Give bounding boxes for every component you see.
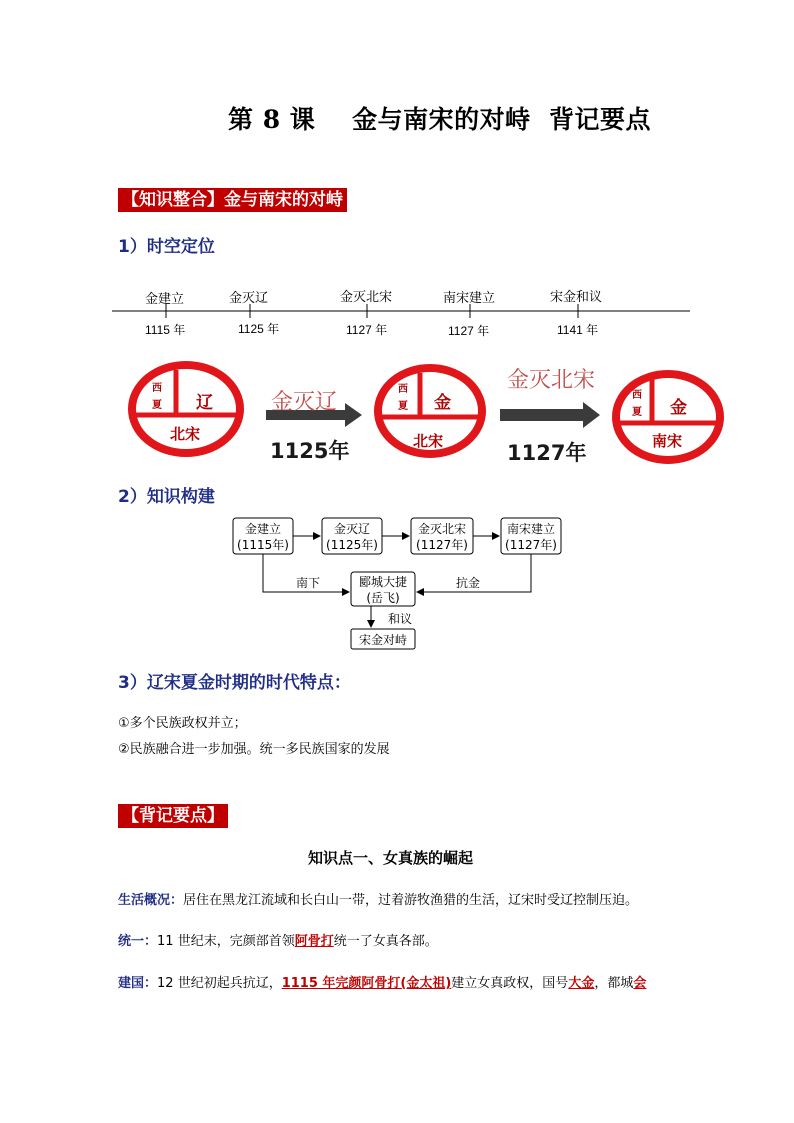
arrow2-label: 金灭北宋 [507, 368, 596, 393]
section-tag-integration: 【知识整合】金与南宋的对峙 [118, 188, 347, 212]
paragraph-founding-highlight2: 大金 [568, 976, 595, 991]
page-title: 第 8 课 金与南宋的对峙 背记要点 [228, 105, 652, 134]
flow-box3-line2: (1127年) [416, 538, 468, 552]
circle3-label-xixia-1: 西 [632, 390, 642, 401]
paragraph-unify-label: 统一： [118, 934, 158, 949]
flow-box6-label: 宋金对峙 [358, 633, 408, 647]
flow-box3-line1: 金灭北宋 [417, 522, 467, 536]
arrow1-year: 1125年 [270, 439, 350, 463]
arrow1-label: 金灭辽 [271, 390, 338, 415]
circle1-label-right: 辽 [196, 393, 213, 413]
timeline-event: 金建立 [145, 291, 185, 306]
flow-box4-line2: (1127年) [505, 538, 557, 552]
knowledge-flowchart [0, 510, 794, 655]
timeline-year: 1141 年 [557, 323, 599, 337]
paragraph-life-label: 生活概况： [118, 893, 184, 908]
timeline-graphic [0, 0, 794, 360]
circle3-label-right: 金 [670, 398, 687, 418]
paragraph-founding-highlight3: 会 [633, 976, 647, 991]
flow-label-peace: 和议 [388, 612, 413, 626]
paragraph-unify-post: 统一了女真各部。 [333, 934, 438, 949]
subheading-era-features: 3）辽宋夏金时期的时代特点： [118, 673, 351, 693]
paragraph-unify-pre: 11 世纪末，完颜部首领 [157, 934, 295, 949]
flow-label-resist: 抗金 [456, 576, 481, 590]
timeline-year: 1125 年 [238, 322, 280, 336]
circle3-label-bottom: 南宋 [652, 432, 683, 450]
timeline-event: 南宋建立 [443, 290, 496, 305]
subheading-time-space: 1）时空定位 [118, 237, 215, 257]
knowledge-point-heading: 知识点一、女真族的崛起 [308, 849, 474, 867]
arrow2-year: 1127年 [507, 441, 587, 465]
flow-box2-line1: 金灭辽 [333, 522, 371, 536]
flow-box1-line2: (1115年) [237, 538, 289, 552]
timeline-event: 金灭辽 [229, 290, 269, 305]
feature-point-2: ②民族融合进一步加强。统一多民族国家的发展 [118, 742, 390, 757]
section-tag-key-points: 【背记要点】 [118, 804, 228, 828]
flow-box1-line1: 金建立 [244, 522, 282, 536]
flow-box5-line2: (岳飞) [366, 591, 400, 605]
circle3-label-xixia-2: 夏 [632, 407, 642, 418]
circle1-label-xixia-1: 西 [152, 383, 162, 394]
paragraph-founding [118, 972, 646, 991]
territory-diagram [0, 360, 794, 470]
circle2-label-bottom: 北宋 [413, 432, 444, 450]
circle1-label-bottom: 北宋 [170, 425, 201, 443]
circle1-label-xixia-2: 夏 [152, 400, 162, 411]
paragraph-life-text: 居住在黑龙江流域和长白山一带，过着游牧渔猎的生活，辽宋时受辽控制压迫。 [183, 893, 639, 908]
circle2-label-xixia-1: 西 [398, 384, 408, 395]
flow-box4-line1: 南宋建立 [506, 522, 556, 536]
flow-box2-line2: (1125年) [326, 538, 378, 552]
subheading-knowledge-build: 2）知识构建 [118, 487, 215, 507]
timeline-year: 1127 年 [448, 324, 490, 338]
circle2-label-right: 金 [434, 393, 451, 413]
flow-label-south: 南下 [296, 576, 321, 590]
feature-point-1: ①多个民族政权并立； [118, 716, 247, 731]
timeline-year: 1127 年 [346, 323, 388, 337]
paragraph-founding-post: ，都城 [594, 976, 634, 991]
paragraph-unify-highlight: 阿骨打 [294, 934, 334, 949]
circle2-label-xixia-2: 夏 [398, 401, 408, 412]
paragraph-unify [118, 930, 438, 949]
arrow-2 [500, 402, 600, 428]
paragraph-life [118, 889, 638, 908]
timeline-year: 1115 年 [145, 323, 186, 337]
timeline [0, 0, 794, 360]
flow-box5-line1: 郾城大捷 [358, 575, 408, 589]
paragraph-founding-mid: 建立女真政权，国号 [451, 976, 569, 991]
timeline-event: 宋金和议 [550, 289, 603, 304]
paragraph-founding-label: 建国： [118, 976, 158, 991]
paragraph-founding-pre: 12 世纪初起兵抗辽， [157, 976, 282, 991]
paragraph-founding-highlight: 1115 年完颜阿骨打(金太祖) [281, 976, 452, 991]
timeline-event: 金灭北宋 [340, 289, 393, 304]
